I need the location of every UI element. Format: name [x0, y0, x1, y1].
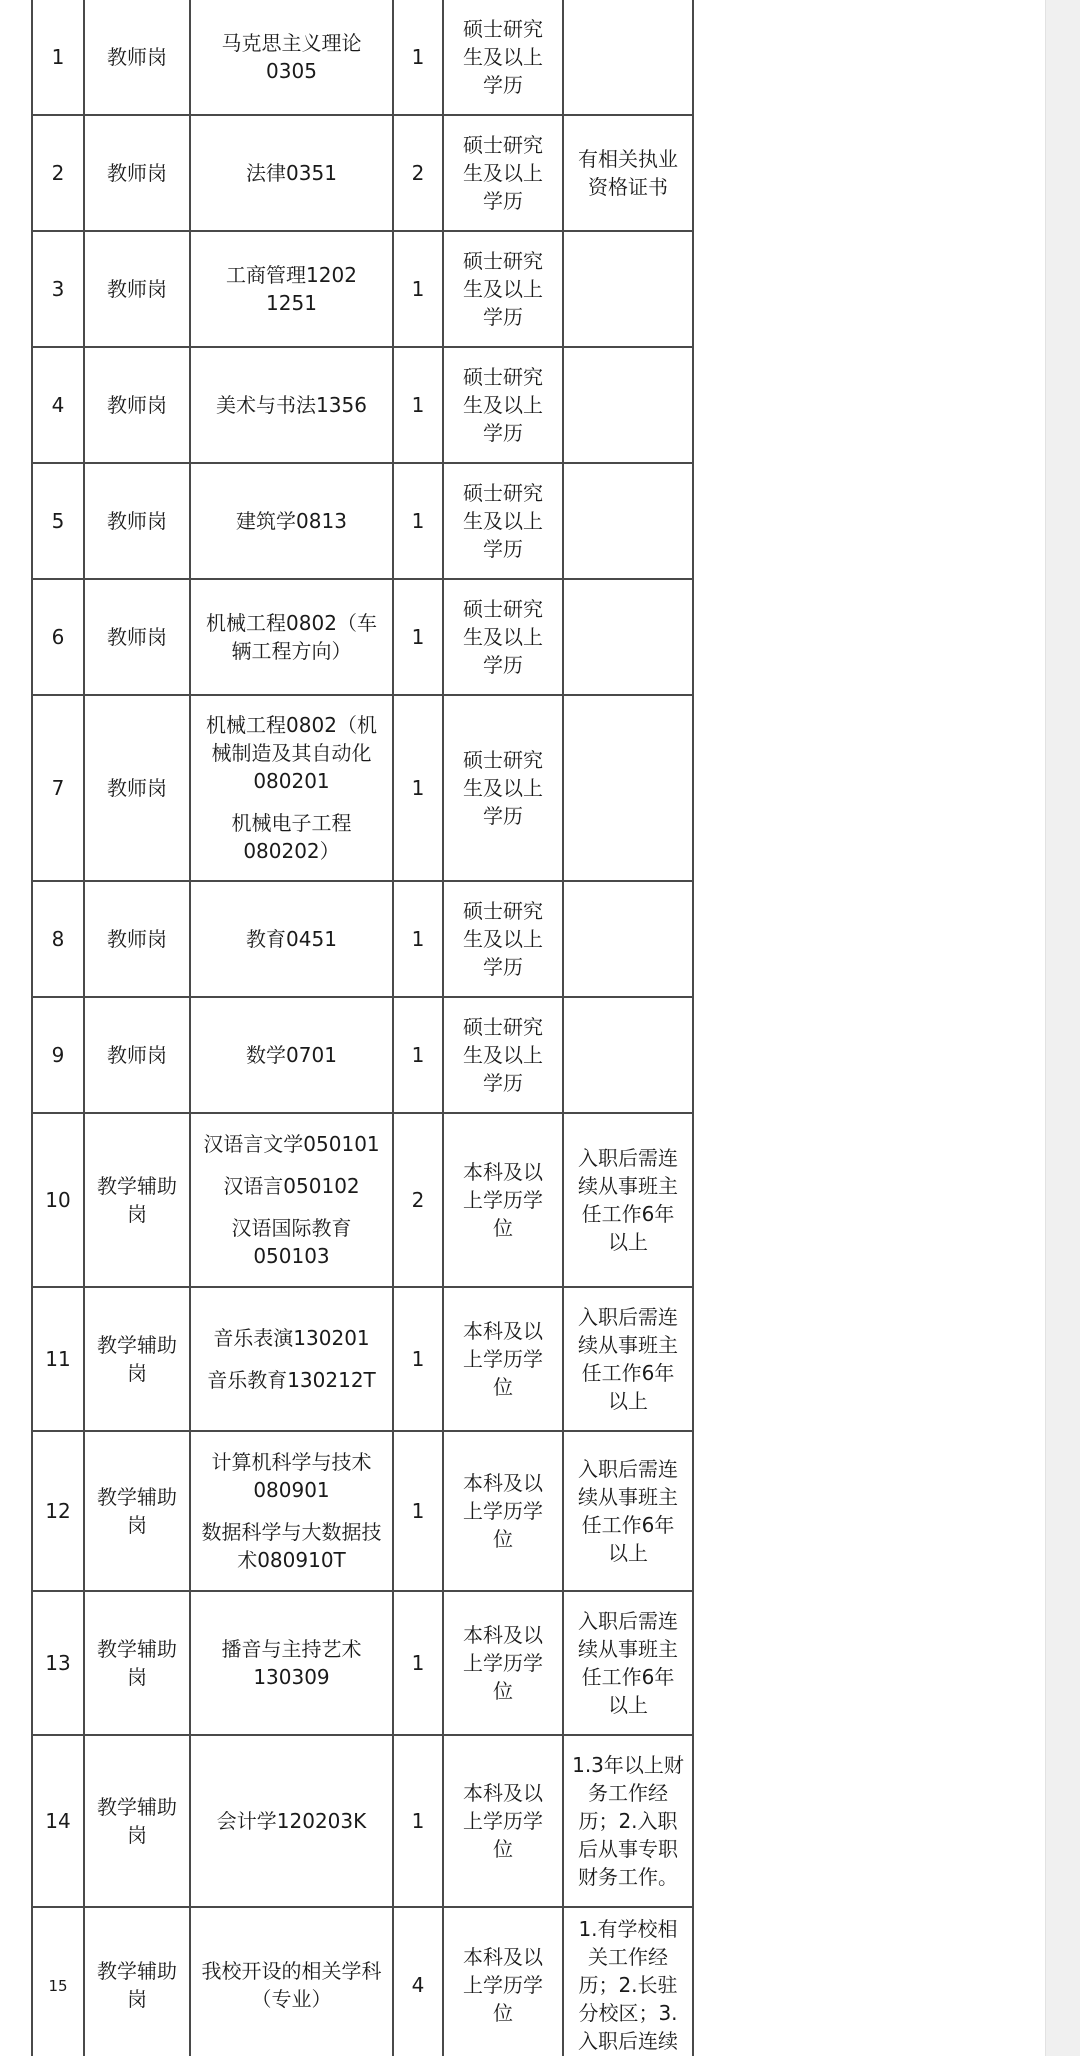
- table-row: [32, 881, 693, 997]
- education-requirement: [443, 695, 563, 881]
- education-requirement-text: 硕士研究 生及以上 学历: [463, 17, 543, 97]
- other-requirement-text: 1.3年以上财 务工作经 历；2.入职 后从事专职 财务工作。: [572, 1753, 684, 1889]
- row-number-text: 2: [51, 161, 65, 185]
- education-requirement-text: 本科及以 上学历学 位: [463, 1945, 543, 2025]
- major-cell: [190, 1907, 393, 2056]
- other-requirement: [563, 231, 693, 347]
- education-requirement: [443, 1431, 563, 1591]
- major-name: 马克思主义理论 0305: [221, 31, 362, 83]
- other-requirement-text: 入职后需连 续从事班主 任工作6年 以上: [578, 1305, 678, 1413]
- row-number-text: 1: [51, 45, 65, 69]
- row-number: [32, 1113, 84, 1287]
- hire-count: [393, 881, 443, 997]
- hire-count: [393, 579, 443, 695]
- other-requirement: [563, 0, 693, 115]
- education-requirement: [443, 997, 563, 1113]
- post-type-text: 教学辅助 岗: [97, 1959, 177, 2011]
- post-type-text: 教师岗: [107, 509, 167, 533]
- table-row: [32, 0, 693, 115]
- post-type: [84, 695, 190, 881]
- major-name: 数学0701: [246, 1043, 337, 1067]
- hire-count: [393, 115, 443, 231]
- hire-count-text: 1: [411, 927, 425, 951]
- education-requirement: [443, 463, 563, 579]
- education-requirement-text: 本科及以 上学历学 位: [463, 1160, 543, 1240]
- major-cell: [190, 115, 393, 231]
- major-name: 汉语言050102: [223, 1174, 360, 1198]
- major-name: 计算机科学与技术 080901: [211, 1450, 372, 1502]
- post-type-text: 教师岗: [107, 927, 167, 951]
- row-number-text: 3: [51, 277, 65, 301]
- table-row: [32, 1431, 693, 1591]
- post-type: [84, 579, 190, 695]
- major-name: 机械工程0802（车 辆工程方向）: [206, 611, 377, 663]
- post-type-text: 教学辅助 岗: [97, 1795, 177, 1847]
- row-number-text: 13: [45, 1651, 71, 1675]
- row-number: [32, 231, 84, 347]
- education-requirement: [443, 1287, 563, 1431]
- hire-count: [393, 1591, 443, 1735]
- row-number-text: 15: [48, 1977, 68, 1995]
- post-type: [84, 1591, 190, 1735]
- major-cell: [190, 1431, 393, 1591]
- major-name: 美术与书法1356: [216, 393, 367, 417]
- scrollbar-edge: [1045, 0, 1046, 2056]
- education-requirement-text: 硕士研究 生及以上 学历: [463, 597, 543, 677]
- major-cell: [190, 347, 393, 463]
- post-type: [84, 997, 190, 1113]
- hire-count-text: 1: [411, 776, 425, 800]
- table-row: [32, 695, 693, 881]
- major-cell: [190, 463, 393, 579]
- other-requirement-text: 入职后需连 续从事班主 任工作6年 以上: [578, 1457, 678, 1565]
- post-type-text: 教师岗: [107, 277, 167, 301]
- other-requirement-text: 有相关执业 资格证书: [578, 147, 678, 199]
- hire-count-text: 2: [411, 1188, 425, 1212]
- major-name: 机械电子工程 080202）: [231, 811, 352, 863]
- hire-count-text: 2: [411, 161, 425, 185]
- hire-count: [393, 1431, 443, 1591]
- other-requirement: [563, 1591, 693, 1735]
- hire-count: [393, 1735, 443, 1907]
- post-type: [84, 463, 190, 579]
- hire-count-text: 1: [411, 625, 425, 649]
- hire-count-text: 1: [411, 1499, 425, 1523]
- post-type-text: 教师岗: [107, 45, 167, 69]
- education-requirement-text: 本科及以 上学历学 位: [463, 1471, 543, 1551]
- row-number-text: 5: [51, 509, 65, 533]
- other-requirement: [563, 463, 693, 579]
- table-row: [32, 579, 693, 695]
- other-requirement-text: 1.有学校相 关工作经 历；2.长驻 分校区；3. 入职后连续: [578, 1917, 678, 2053]
- other-requirement: [563, 997, 693, 1113]
- other-requirement: [563, 1113, 693, 1287]
- post-type-text: 教师岗: [107, 393, 167, 417]
- major-name: 汉语国际教育 050103: [231, 1216, 352, 1268]
- table-row: [32, 1735, 693, 1907]
- major-name: 播音与主持艺术 130309: [221, 1637, 362, 1689]
- major-cell: [190, 0, 393, 115]
- table-row: [32, 1591, 693, 1735]
- hire-count-text: 1: [411, 1347, 425, 1371]
- major-name: 我校开设的相关学科 （专业）: [201, 1959, 382, 2011]
- post-type: [84, 1735, 190, 1907]
- row-number-text: 9: [51, 1043, 65, 1067]
- hire-count-text: 1: [411, 45, 425, 69]
- major-cell: [190, 1735, 393, 1907]
- education-requirement: [443, 115, 563, 231]
- row-number: [32, 463, 84, 579]
- row-number: [32, 1735, 84, 1907]
- major-name: 会计学120203K: [216, 1809, 367, 1833]
- major-name: 工商管理1202 1251: [226, 263, 357, 315]
- major-cell: [190, 1591, 393, 1735]
- hire-count-text: 4: [411, 1973, 425, 1997]
- post-type-text: 教师岗: [107, 776, 167, 800]
- hire-count-text: 1: [411, 509, 425, 533]
- major-name: 建筑学0813: [236, 509, 347, 533]
- education-requirement-text: 硕士研究 生及以上 学历: [463, 748, 543, 828]
- education-requirement-text: 硕士研究 生及以上 学历: [463, 249, 543, 329]
- other-requirement: [563, 579, 693, 695]
- post-type: [84, 1907, 190, 2056]
- education-requirement-text: 本科及以 上学历学 位: [463, 1781, 543, 1861]
- row-number: [32, 347, 84, 463]
- hire-count-text: 1: [411, 393, 425, 417]
- other-requirement: [563, 1907, 693, 2056]
- other-requirement-text: 入职后需连 续从事班主 任工作6年 以上: [578, 1609, 678, 1717]
- hire-count: [393, 231, 443, 347]
- hire-count: [393, 347, 443, 463]
- post-type-text: 教学辅助 岗: [97, 1637, 177, 1689]
- post-type-text: 教学辅助 岗: [97, 1485, 177, 1537]
- major-cell: [190, 881, 393, 997]
- other-requirement: [563, 115, 693, 231]
- post-type: [84, 0, 190, 115]
- other-requirement: [563, 1735, 693, 1907]
- major-name: 机械工程0802（机 械制造及其自动化 080201: [206, 713, 377, 793]
- education-requirement: [443, 579, 563, 695]
- education-requirement: [443, 0, 563, 115]
- post-type: [84, 1113, 190, 1287]
- post-type: [84, 231, 190, 347]
- row-number: [32, 1287, 84, 1431]
- row-number: [32, 115, 84, 231]
- major-cell: [190, 1287, 393, 1431]
- post-type: [84, 881, 190, 997]
- hire-count: [393, 997, 443, 1113]
- other-requirement: [563, 881, 693, 997]
- post-type-text: 教师岗: [107, 161, 167, 185]
- education-requirement-text: 硕士研究 生及以上 学历: [463, 1015, 543, 1095]
- hire-count: [393, 463, 443, 579]
- post-type: [84, 347, 190, 463]
- other-requirement: [563, 695, 693, 881]
- hire-count-text: 1: [411, 1809, 425, 1833]
- post-type-text: 教师岗: [107, 625, 167, 649]
- row-number: [32, 579, 84, 695]
- post-type: [84, 1431, 190, 1591]
- post-type-text: 教师岗: [107, 1043, 167, 1067]
- education-requirement-text: 硕士研究 生及以上 学历: [463, 899, 543, 979]
- hire-count: [393, 1907, 443, 2056]
- hire-count: [393, 1113, 443, 1287]
- education-requirement-text: 硕士研究 生及以上 学历: [463, 481, 543, 561]
- row-number-text: 12: [45, 1499, 71, 1523]
- education-requirement-text: 本科及以 上学历学 位: [463, 1319, 543, 1399]
- education-requirement-text: 硕士研究 生及以上 学历: [463, 133, 543, 213]
- post-type: [84, 1287, 190, 1431]
- major-name: 音乐教育130212T: [207, 1368, 376, 1392]
- post-type: [84, 115, 190, 231]
- scrollbar-track[interactable]: [1045, 0, 1080, 2056]
- education-requirement-text: 硕士研究 生及以上 学历: [463, 365, 543, 445]
- row-number: [32, 0, 84, 115]
- row-number: [32, 997, 84, 1113]
- education-requirement: [443, 231, 563, 347]
- row-number: [32, 881, 84, 997]
- post-type-text: 教学辅助 岗: [97, 1333, 177, 1385]
- hire-count-text: 1: [411, 1043, 425, 1067]
- other-requirement: [563, 1431, 693, 1591]
- table-row: [32, 231, 693, 347]
- hire-count-text: 1: [411, 277, 425, 301]
- major-name: 汉语言文学050101: [203, 1132, 380, 1156]
- recruitment-table: [31, 0, 694, 2056]
- row-number: [32, 1907, 84, 2056]
- major-cell: [190, 579, 393, 695]
- row-number: [32, 695, 84, 881]
- education-requirement: [443, 1591, 563, 1735]
- major-cell: [190, 231, 393, 347]
- education-requirement: [443, 1113, 563, 1287]
- other-requirement-text: 入职后需连 续从事班主 任工作6年 以上: [578, 1146, 678, 1254]
- table-row: [32, 1287, 693, 1431]
- row-number-text: 11: [45, 1347, 71, 1371]
- row-number-text: 14: [45, 1809, 71, 1833]
- table-row: [32, 1113, 693, 1287]
- row-number: [32, 1431, 84, 1591]
- row-number: [32, 1591, 84, 1735]
- row-number-text: 7: [51, 776, 65, 800]
- education-requirement: [443, 1907, 563, 2056]
- row-number-text: 10: [45, 1188, 71, 1212]
- post-type-text: 教学辅助 岗: [97, 1174, 177, 1226]
- major-cell: [190, 1113, 393, 1287]
- row-number-text: 6: [51, 625, 65, 649]
- table-row: [32, 463, 693, 579]
- major-name: 音乐表演130201: [213, 1326, 370, 1350]
- education-requirement: [443, 1735, 563, 1907]
- education-requirement: [443, 881, 563, 997]
- hire-count-text: 1: [411, 1651, 425, 1675]
- other-requirement: [563, 1287, 693, 1431]
- hire-count: [393, 695, 443, 881]
- hire-count: [393, 1287, 443, 1431]
- table-row: [32, 1907, 693, 2056]
- major-name: 数据科学与大数据技 术080910T: [201, 1520, 382, 1572]
- table-row: [32, 115, 693, 231]
- major-cell: [190, 997, 393, 1113]
- table-row: [32, 997, 693, 1113]
- table-row: [32, 347, 693, 463]
- hire-count: [393, 0, 443, 115]
- other-requirement: [563, 347, 693, 463]
- education-requirement-text: 本科及以 上学历学 位: [463, 1623, 543, 1703]
- row-number-text: 8: [51, 927, 65, 951]
- major-cell: [190, 695, 393, 881]
- education-requirement: [443, 347, 563, 463]
- major-name: 教育0451: [246, 927, 337, 951]
- row-number-text: 4: [51, 393, 65, 417]
- major-name: 法律0351: [246, 161, 337, 185]
